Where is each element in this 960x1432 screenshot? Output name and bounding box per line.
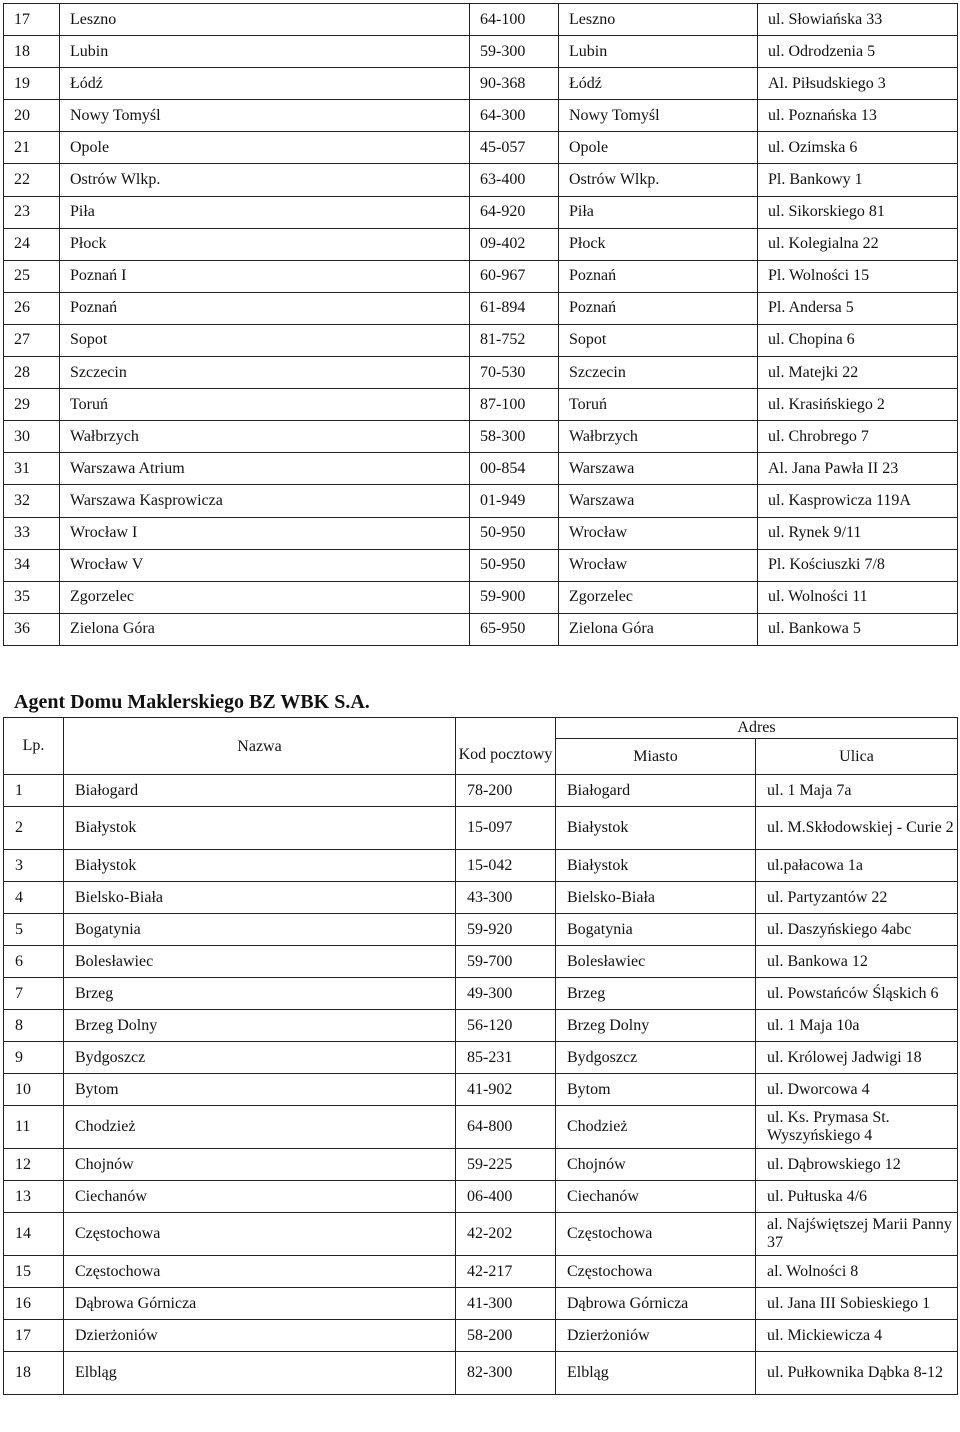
table-row [4,357,958,389]
row-postal-code: 15-097 [456,807,556,850]
row-postal-code: 43-300 [456,882,556,914]
row-name: Chojnów [64,1149,456,1181]
row-number: 17 [4,1320,64,1352]
table-row [4,485,958,517]
table-row [4,68,958,100]
row-name: Płock [60,228,470,260]
row-street: Pl. Bankowy 1 [758,164,958,196]
row-street: Pl. Wolności 15 [758,260,958,292]
row-number: 18 [4,36,60,68]
table-row [4,1288,958,1320]
row-name: Wrocław V [60,549,470,581]
row-name: Poznań [60,292,470,324]
row-postal-code: 42-202 [456,1213,556,1256]
row-number: 4 [4,882,64,914]
table-row [4,324,958,356]
row-postal-code: 15-042 [456,850,556,882]
row-city: Sopot [559,324,758,356]
table-row [4,850,958,882]
row-street: ul. Pułtuska 4/6 [756,1181,958,1213]
row-number: 15 [4,1256,64,1288]
row-street: al. Najświętszej Marii Panny 37 [756,1213,958,1256]
row-name: Opole [60,132,470,164]
row-number: 10 [4,1074,64,1106]
table-row [4,978,958,1010]
row-name: Poznań I [60,260,470,292]
row-number: 12 [4,1149,64,1181]
row-name: Zielona Góra [60,613,470,645]
row-postal-code: 64-300 [470,100,559,132]
row-name: Bytom [64,1074,456,1106]
row-street: ul. 1 Maja 7a [756,775,958,807]
row-city: Warszawa [559,485,758,517]
row-name: Białystok [64,850,456,882]
table-row [4,4,958,36]
table-row [4,292,958,324]
branch-table-continued [3,3,958,646]
row-street: ul. Jana III Sobieskiego 1 [756,1288,958,1320]
row-street: Al. Jana Pawła II 23 [758,453,958,485]
row-city: Białystok [556,807,756,850]
row-street: ul. Matejki 22 [758,357,958,389]
table-row [4,421,958,453]
row-city: Białystok [556,850,756,882]
row-number: 5 [4,914,64,946]
agent-table [3,717,958,1395]
header-adres: Adres [556,718,958,739]
table-row [4,517,958,549]
row-street: ul. Partyzantów 22 [756,882,958,914]
row-name: Sopot [60,324,470,356]
row-postal-code: 64-920 [470,196,559,228]
row-number: 22 [4,164,60,196]
row-city: Bolesławiec [556,946,756,978]
row-number: 26 [4,292,60,324]
row-city: Łódź [559,68,758,100]
row-postal-code: 45-057 [470,132,559,164]
branch-table-body [4,4,958,646]
row-name: Bolesławiec [64,946,456,978]
row-number: 6 [4,946,64,978]
row-number: 28 [4,357,60,389]
row-city: Poznań [559,292,758,324]
table-row [4,1106,958,1149]
table-row [4,1010,958,1042]
row-number: 18 [4,1352,64,1395]
row-name: Częstochowa [64,1213,456,1256]
table-row [4,1213,958,1256]
row-number: 3 [4,850,64,882]
table-row [4,1074,958,1106]
row-name: Piła [60,196,470,228]
row-postal-code: 81-752 [470,324,559,356]
row-number: 34 [4,549,60,581]
row-city: Bogatynia [556,914,756,946]
row-number: 27 [4,324,60,356]
row-number: 7 [4,978,64,1010]
table-row [4,132,958,164]
agent-table-body [4,775,958,1395]
row-postal-code: 64-800 [456,1106,556,1149]
row-name: Ciechanów [64,1181,456,1213]
table-row [4,807,958,850]
row-street: ul. Rynek 9/11 [758,517,958,549]
table-row [4,775,958,807]
row-street: al. Wolności 8 [756,1256,958,1288]
row-city: Toruń [559,389,758,421]
row-name: Zgorzelec [60,581,470,613]
row-city: Piła [559,196,758,228]
table-row [4,164,958,196]
row-name: Elbląg [64,1352,456,1395]
row-city: Leszno [559,4,758,36]
row-number: 14 [4,1213,64,1256]
row-name: Toruń [60,389,470,421]
row-city: Zielona Góra [559,613,758,645]
row-city: Dąbrowa Górnicza [556,1288,756,1320]
row-postal-code: 58-200 [456,1320,556,1352]
row-city: Szczecin [559,357,758,389]
row-postal-code: 50-950 [470,517,559,549]
row-city: Warszawa [559,453,758,485]
table-row [4,260,958,292]
row-postal-code: 58-300 [470,421,559,453]
row-street: ul. Sikorskiego 81 [758,196,958,228]
row-street: ul.pałacowa 1a [756,850,958,882]
row-city: Chodzież [556,1106,756,1149]
row-city: Lubin [559,36,758,68]
row-city: Dzierżoniów [556,1320,756,1352]
row-number: 16 [4,1288,64,1320]
row-street: ul. Chopina 6 [758,324,958,356]
row-number: 13 [4,1181,64,1213]
row-street: ul. Powstańców Śląskich 6 [756,978,958,1010]
row-city: Ciechanów [556,1181,756,1213]
row-number: 8 [4,1010,64,1042]
row-number: 21 [4,132,60,164]
row-postal-code: 59-900 [470,581,559,613]
row-city: Bielsko-Biała [556,882,756,914]
row-street: ul. Wolności 11 [758,581,958,613]
row-name: Bydgoszcz [64,1042,456,1074]
row-postal-code: 06-400 [456,1181,556,1213]
row-number: 23 [4,196,60,228]
row-street: ul. Daszyńskiego 4abc [756,914,958,946]
row-name: Dzierżoniów [64,1320,456,1352]
row-name: Bielsko-Biała [64,882,456,914]
header-ulica: Ulica [756,739,958,775]
row-name: Łódź [60,68,470,100]
row-street: ul. M.Skłodowskiej - Curie 2 [756,807,958,850]
row-city: Wrocław [559,517,758,549]
row-postal-code: 56-120 [456,1010,556,1042]
row-city: Brzeg Dolny [556,1010,756,1042]
row-city: Wrocław [559,549,758,581]
row-street: ul. Bankowa 5 [758,613,958,645]
row-postal-code: 78-200 [456,775,556,807]
header-miasto: Miasto [556,739,756,775]
table-row [4,389,958,421]
row-name: Białystok [64,807,456,850]
row-postal-code: 01-949 [470,485,559,517]
row-street: Pl. Andersa 5 [758,292,958,324]
table-row [4,549,958,581]
row-street: ul. 1 Maja 10a [756,1010,958,1042]
row-postal-code: 42-217 [456,1256,556,1288]
row-street: ul. Słowiańska 33 [758,4,958,36]
row-city: Płock [559,228,758,260]
row-city: Częstochowa [556,1213,756,1256]
row-street: ul. Dworcowa 4 [756,1074,958,1106]
row-name: Dąbrowa Górnicza [64,1288,456,1320]
row-postal-code: 41-300 [456,1288,556,1320]
row-postal-code: 59-920 [456,914,556,946]
row-street: ul. Mickiewicza 4 [756,1320,958,1352]
row-street: ul. Pułkownika Dąbka 8-12 [756,1352,958,1395]
row-postal-code: 64-100 [470,4,559,36]
row-number: 17 [4,4,60,36]
row-postal-code: 41-902 [456,1074,556,1106]
row-number: 19 [4,68,60,100]
row-name: Lubin [60,36,470,68]
row-street: Pl. Kościuszki 7/8 [758,549,958,581]
row-city: Brzeg [556,978,756,1010]
row-name: Brzeg Dolny [64,1010,456,1042]
section-title: Agent Domu Maklerskiego BZ WBK S.A. [14,691,370,713]
row-number: 31 [4,453,60,485]
row-postal-code: 90-368 [470,68,559,100]
row-postal-code: 85-231 [456,1042,556,1074]
row-number: 9 [4,1042,64,1074]
row-city: Białogard [556,775,756,807]
row-street: ul. Dąbrowskiego 12 [756,1149,958,1181]
row-number: 33 [4,517,60,549]
row-city: Bydgoszcz [556,1042,756,1074]
row-name: Wrocław I [60,517,470,549]
row-city: Bytom [556,1074,756,1106]
table-row [4,196,958,228]
table-row [4,1149,958,1181]
row-number: 36 [4,613,60,645]
row-city: Wałbrzych [559,421,758,453]
table-row [4,100,958,132]
row-postal-code: 60-967 [470,260,559,292]
row-postal-code: 65-950 [470,613,559,645]
row-postal-code: 50-950 [470,549,559,581]
header-nazwa: Nazwa [64,718,456,775]
row-number: 11 [4,1106,64,1149]
row-name: Ostrów Wlkp. [60,164,470,196]
row-name: Białogard [64,775,456,807]
row-postal-code: 63-400 [470,164,559,196]
table-row [4,1042,958,1074]
row-postal-code: 59-300 [470,36,559,68]
row-number: 32 [4,485,60,517]
row-postal-code: 61-894 [470,292,559,324]
row-postal-code: 49-300 [456,978,556,1010]
row-street: ul. Chrobrego 7 [758,421,958,453]
row-name: Nowy Tomyśl [60,100,470,132]
row-number: 2 [4,807,64,850]
row-city: Elbląg [556,1352,756,1395]
row-city: Opole [559,132,758,164]
row-street: ul. Krasińskiego 2 [758,389,958,421]
row-street: ul. Odrodzenia 5 [758,36,958,68]
row-name: Warszawa Kasprowicza [60,485,470,517]
row-name: Bogatynia [64,914,456,946]
row-postal-code: 59-225 [456,1149,556,1181]
row-city: Częstochowa [556,1256,756,1288]
row-name: Leszno [60,4,470,36]
row-postal-code: 09-402 [470,228,559,260]
table-row [4,1256,958,1288]
table-row [4,1181,958,1213]
table-row [4,453,958,485]
row-name: Częstochowa [64,1256,456,1288]
table-row [4,36,958,68]
table-row [4,1352,958,1395]
row-name: Warszawa Atrium [60,453,470,485]
row-name: Chodzież [64,1106,456,1149]
row-city: Nowy Tomyśl [559,100,758,132]
row-name: Szczecin [60,357,470,389]
row-street: ul. Królowej Jadwigi 18 [756,1042,958,1074]
row-number: 20 [4,100,60,132]
row-street: ul. Poznańska 13 [758,100,958,132]
row-city: Zgorzelec [559,581,758,613]
row-number: 1 [4,775,64,807]
row-street: ul. Ozimska 6 [758,132,958,164]
row-street: ul. Kasprowicza 119A [758,485,958,517]
row-number: 30 [4,421,60,453]
header-lp: Lp. [4,718,64,775]
row-postal-code: 82-300 [456,1352,556,1395]
row-postal-code: 70-530 [470,357,559,389]
row-street: ul. Kolegialna 22 [758,228,958,260]
row-number: 25 [4,260,60,292]
row-city: Chojnów [556,1149,756,1181]
row-number: 29 [4,389,60,421]
row-postal-code: 00-854 [470,453,559,485]
row-postal-code: 87-100 [470,389,559,421]
row-city: Ostrów Wlkp. [559,164,758,196]
row-street: ul. Ks. Prymasa St. Wyszyńskiego 4 [756,1106,958,1149]
table-row [4,914,958,946]
row-name: Brzeg [64,978,456,1010]
row-number: 24 [4,228,60,260]
table-row [4,1320,958,1352]
row-number: 35 [4,581,60,613]
table-row [4,946,958,978]
table-row [4,581,958,613]
row-street: ul. Bankowa 12 [756,946,958,978]
table-row [4,882,958,914]
row-street: Al. Piłsudskiego 3 [758,68,958,100]
table-row [4,228,958,260]
header-kod: Kod pocztowy [456,718,556,775]
row-name: Wałbrzych [60,421,470,453]
row-city: Poznań [559,260,758,292]
row-postal-code: 59-700 [456,946,556,978]
table-row [4,613,958,645]
